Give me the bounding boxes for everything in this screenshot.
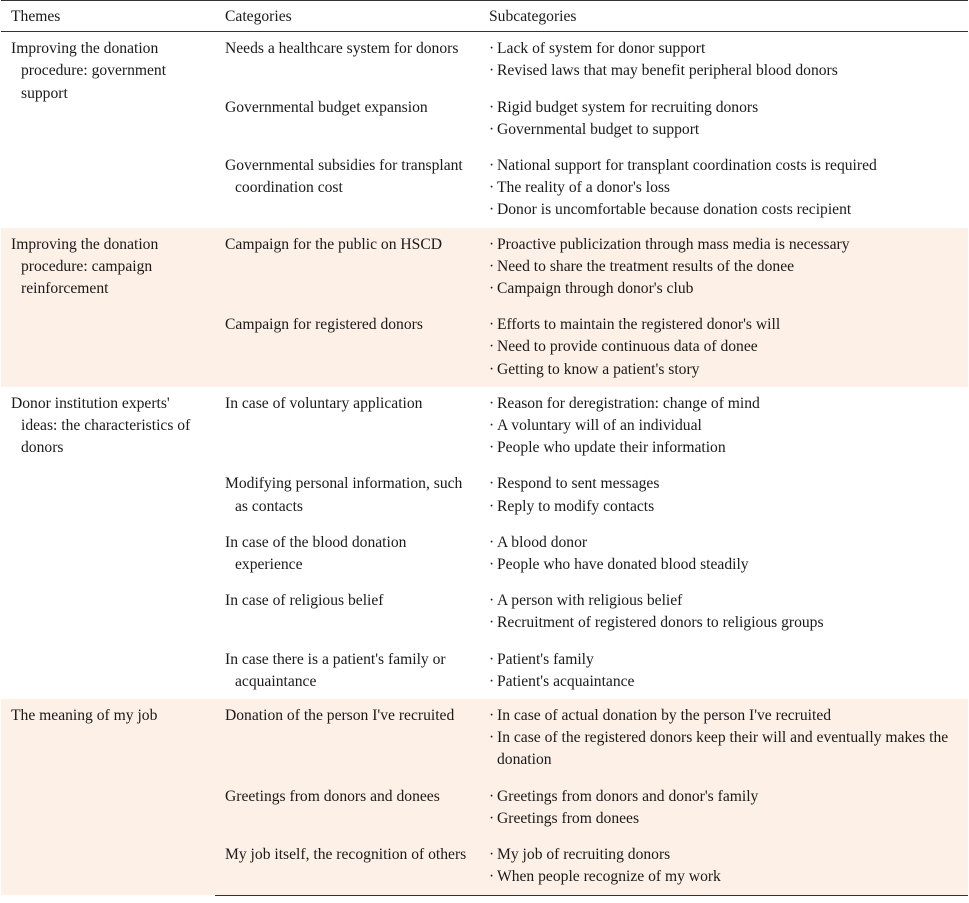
table-row (1, 387, 968, 468)
theme-label: Donor institution experts' ideas: the characteristics of donors (11, 394, 191, 457)
subcategory-cell (479, 91, 968, 149)
subcategory-cell (479, 308, 968, 387)
subcategory-item: · Need to share the treatment results of the donee (489, 256, 960, 278)
category-cell (215, 149, 479, 228)
table-row (1, 32, 968, 91)
header-row (1, 1, 968, 32)
subcategory-list (489, 314, 960, 381)
category-label: Campaign for registered donors (225, 316, 423, 334)
category-cell (215, 467, 479, 525)
category-cell (215, 584, 479, 642)
subcategory-list (489, 155, 960, 222)
subcategory-cell (479, 699, 968, 780)
category-label: In case of voluntary application (225, 394, 423, 412)
category-label: Modifying personal information, such as contacts (225, 475, 463, 515)
subcategory-cell (479, 467, 968, 525)
header-themes: Themes (1, 1, 215, 32)
subcategory-item: · Greetings from donees (489, 808, 960, 830)
subcategory-list (489, 649, 960, 693)
subcategory-item: · A blood donor (489, 532, 960, 554)
category-label: In case of religious belief (225, 592, 384, 610)
subcategory-item: · People who have donated blood steadily (489, 554, 960, 576)
theme-label: Improving the donation procedure: government support (11, 40, 167, 102)
subcategory-cell (479, 149, 968, 228)
subcategory-item: · Respond to sent messages (489, 473, 960, 495)
subcategory-item: · In case of actual donation by the person I've recruited (489, 705, 960, 727)
theme-label: The meaning of my job (11, 707, 158, 725)
theme-cell (1, 699, 215, 895)
subcategory-item: · Recruitment of registered donors to religious groups (489, 612, 960, 634)
subcategory-list (489, 590, 960, 634)
subcategory-list (489, 234, 960, 301)
subcategory-list (489, 393, 960, 460)
subcategory-cell (479, 584, 968, 642)
subcategory-cell (479, 526, 968, 584)
subcategory-list (489, 38, 960, 82)
subcategory-list (489, 97, 960, 141)
themes-table (1, 0, 968, 896)
subcategory-item: · A person with religious belief (489, 590, 960, 612)
subcategory-item: · The reality of a donor's loss (489, 177, 960, 199)
category-cell (215, 91, 479, 149)
subcategory-cell (479, 228, 968, 309)
subcategory-item: · People who update their information (489, 437, 960, 459)
subcategory-item: · Need to provide continuous data of donee (489, 336, 960, 358)
subcategory-cell (479, 643, 968, 699)
header-subcategories: Subcategories (479, 1, 968, 32)
category-label: Governmental subsidies for transplant coordination cost (225, 157, 463, 197)
subcategory-list (489, 532, 960, 576)
category-cell (215, 387, 479, 468)
category-cell (215, 838, 479, 895)
subcategory-list (489, 844, 960, 888)
subcategory-item: · Patient's family (489, 649, 960, 671)
category-cell (215, 643, 479, 699)
category-cell (215, 32, 479, 91)
category-label: In case there is a patient's family or acquaintance (225, 650, 446, 690)
subcategory-list (489, 473, 960, 517)
subcategory-item: · My job of recruiting donors (489, 844, 960, 866)
category-label: Governmental budget expansion (225, 98, 428, 116)
subcategory-item: · A voluntary will of an individual (489, 415, 960, 437)
theme-label: Improving the donation procedure: campaign reinforcement (11, 235, 159, 298)
subcategory-cell (479, 838, 968, 895)
category-label: Needs a healthcare system for donors (225, 40, 459, 58)
theme-cell (1, 228, 215, 387)
table-row (1, 228, 968, 309)
table-row (1, 699, 968, 780)
subcategory-item: · Donor is uncomfortable because donation costs recipient (489, 199, 960, 221)
subcategory-item: · In case of the registered donors keep their will and eventually makes the donation (489, 727, 960, 771)
subcategory-item: · Patient's acquaintance (489, 671, 960, 693)
category-cell (215, 228, 479, 309)
table-body (1, 32, 968, 895)
subcategory-item: · Proactive publicization through mass media is necessary (489, 234, 960, 256)
subcategory-item: · Governmental budget to support (489, 119, 960, 141)
category-cell (215, 308, 479, 387)
subcategory-list (489, 786, 960, 830)
header-categories: Categories (215, 1, 479, 32)
subcategory-item: · Reason for deregistration: change of mind (489, 393, 960, 415)
subcategory-cell (479, 387, 968, 468)
category-cell (215, 780, 479, 838)
category-label: Greetings from donors and donees (225, 787, 440, 805)
category-label: My job itself, the recognition of others (225, 846, 467, 864)
subcategory-item: · Efforts to maintain the registered donor's will (489, 314, 960, 336)
category-cell (215, 699, 479, 780)
subcategory-item: · Getting to know a patient's story (489, 359, 960, 381)
subcategory-item: · Greetings from donors and donor's family (489, 786, 960, 808)
category-cell (215, 526, 479, 584)
subcategory-item: · National support for transplant coordination costs is required (489, 155, 960, 177)
subcategory-item: · Campaign through donor's club (489, 278, 960, 300)
subcategory-cell (479, 32, 968, 91)
theme-cell (1, 387, 215, 699)
category-label: Donation of the person I've recruited (225, 707, 455, 725)
subcategory-item: · Reply to modify contacts (489, 496, 960, 518)
subcategory-item: · Revised laws that may benefit peripheral blood donors (489, 60, 960, 82)
subcategory-item: · Lack of system for donor support (489, 38, 960, 60)
subcategory-item: · Rigid budget system for recruiting donors (489, 97, 960, 119)
subcategory-item: · When people recognize of my work (489, 866, 960, 888)
subcategory-cell (479, 780, 968, 838)
category-label: Campaign for the public on HSCD (225, 235, 442, 253)
theme-cell (1, 32, 215, 228)
subcategory-list (489, 705, 960, 772)
category-label: In case of the blood donation experience (225, 533, 407, 574)
